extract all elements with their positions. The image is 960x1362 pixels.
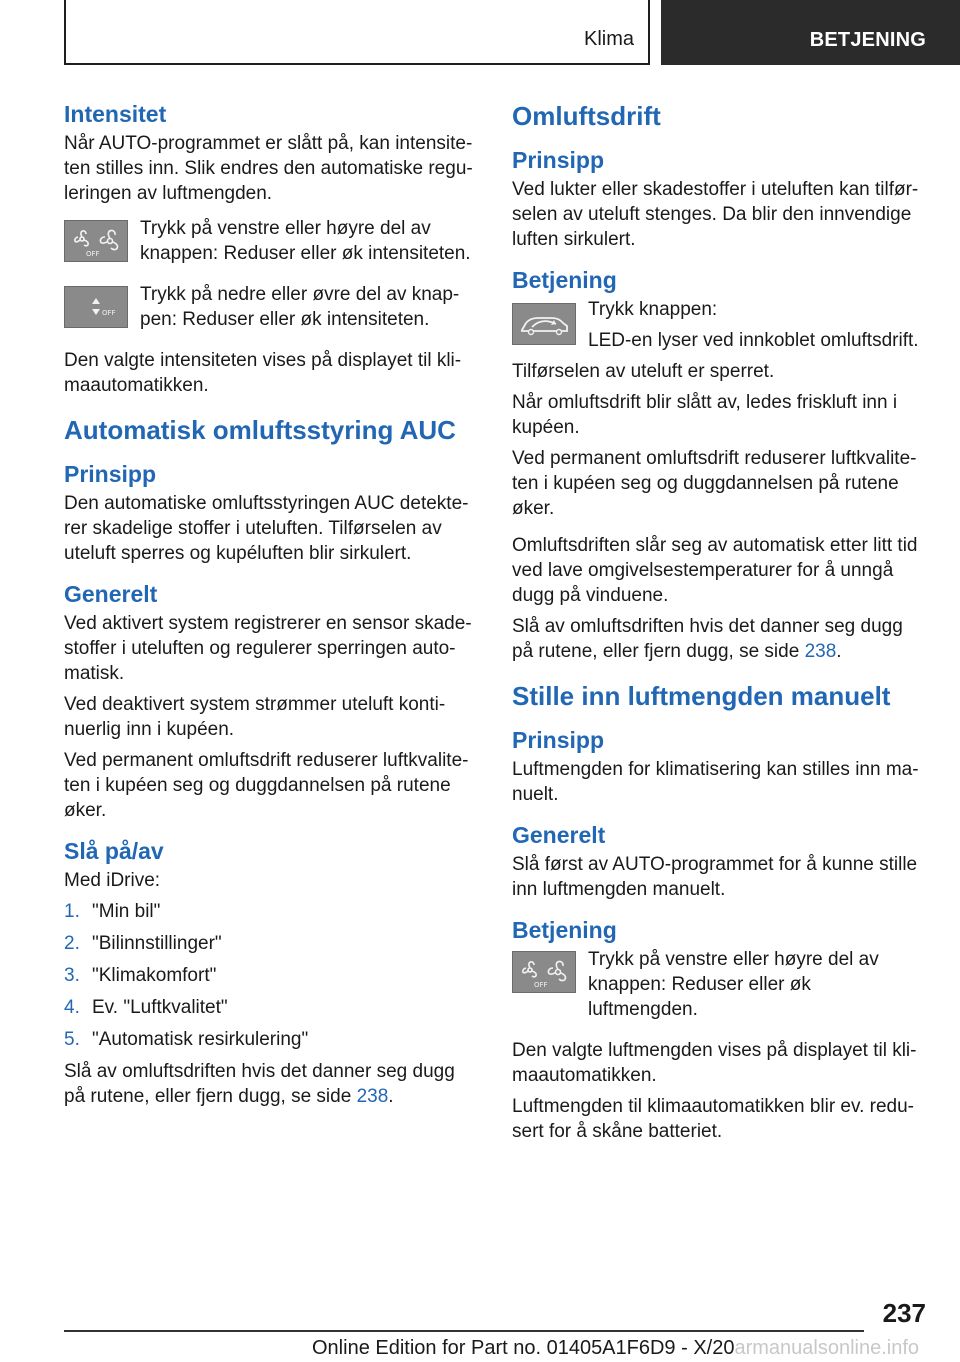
auc-outro	[64, 1059, 476, 1109]
header-chapter-box	[661, 0, 960, 65]
manuelt-generelt-heading: Generelt	[512, 822, 606, 848]
page-number: 237	[882, 1298, 926, 1328]
auc-prinsipp-text: Den automatiske omluftsstyringen AUC detekte-rer skadelige stoffer i uteluften. Tilførselen av uteluft sperres og kupéluften blir sirkulert.	[64, 493, 469, 564]
auc-generelt-p3: Ved permanent omluftsdrift reduserer luftkvalite-ten i kupéen seg og duggdannelsen på rutene øker.	[64, 750, 469, 821]
intensitet-step-updown	[64, 282, 476, 338]
omluft-p1: Tilførselen av uteluft er sperret.	[512, 361, 775, 382]
omluft-prinsipp-heading: Prinsipp	[512, 147, 605, 173]
footer-divider	[64, 1330, 864, 1332]
header-chapter-title: BETJENING	[809, 29, 926, 51]
intensitet-heading: Intensitet	[64, 101, 167, 127]
header-section-box	[64, 0, 650, 65]
step-number: 2.	[64, 933, 80, 954]
step-number: 3.	[64, 965, 80, 986]
left-column	[64, 100, 476, 1115]
manuelt-generelt-text: Slå først av AUTO-programmet for å kunne stille inn luftmengden manuelt.	[512, 854, 918, 900]
svg-text:OFF: OFF	[102, 309, 116, 317]
step-number: 5.	[64, 1029, 80, 1050]
fan-button-icon	[512, 951, 576, 993]
right-column	[512, 100, 924, 1150]
page-link-238[interactable]: 238	[804, 641, 837, 662]
recirculation-button-icon	[512, 303, 576, 345]
page-link-238[interactable]: 238	[356, 1086, 389, 1107]
manuelt-step-fan	[512, 947, 924, 1028]
manuelt-prinsipp-heading: Prinsipp	[512, 727, 605, 753]
auc-slaa-heading: Slå på/av	[64, 838, 164, 864]
footer-edition-text: Online Edition for Part no. 01405A1F6D9 - X/20	[312, 1337, 735, 1359]
auc-generelt-p2: Ved deaktivert system strømmer uteluft konti-nuerlig inn i kupéen.	[64, 694, 446, 740]
auc-generelt-heading: Generelt	[64, 581, 158, 607]
step-number: 1.	[64, 901, 80, 922]
list-item	[64, 963, 476, 988]
svg-text:OFF: OFF	[534, 981, 548, 989]
manuelt-heading: Stille inn luftmengden manuelt	[512, 681, 891, 711]
auc-generelt-p1: Ved aktivert system registrerer en sensor skade-stoffer i uteluften og regulerer sperringen auto-matisk.	[64, 613, 472, 684]
manuelt-betjening-heading: Betjening	[512, 917, 617, 943]
list-item	[64, 995, 476, 1020]
omluft-p3: Ved permanent omluftsdrift reduserer luftkvalite-ten i kupéen seg og duggdannelsen på rutene øker.	[512, 448, 917, 519]
omluft-led-text: LED-en lyser ved innkoblet omluftsdrift.	[588, 330, 919, 351]
omluft-heading: Omluftsdrift	[512, 101, 661, 131]
intensitet-step-updown-text: Trykk på nedre eller øvre del av knap-pen: Reduser eller øk intensiteten.	[140, 284, 460, 330]
step-number: 4.	[64, 997, 80, 1018]
svg-text:OFF: OFF	[86, 250, 100, 258]
list-item	[64, 931, 476, 956]
list-item	[64, 1027, 476, 1052]
step-text: Ev. "Luftkvalitet"	[92, 997, 228, 1018]
omluft-step-recirc	[512, 297, 924, 359]
omluft-p4: Omluftsdriften slår seg av automatisk etter litt tid ved lave omgivelsestemperaturer for å unngå dugg på vinduene.	[512, 535, 918, 606]
omluft-prinsipp-text: Ved lukter eller skadestoffer i uteluften kan tilfør-selen av uteluft stenges. Da blir den innvendige luften sirkulert.	[512, 179, 919, 250]
auc-heading: Automatisk omluftsstyring AUC	[64, 415, 456, 445]
intensitet-step-fan-text: Trykk på venstre eller høyre del av knappen: Reduser eller øk intensiteten.	[140, 218, 471, 264]
manuelt-p1: Den valgte luftmengden vises på displayet til kli-maautomatikken.	[512, 1040, 917, 1086]
omluft-betjening-heading: Betjening	[512, 267, 617, 293]
auc-prinsipp-heading: Prinsipp	[64, 461, 157, 487]
intensitet-step-fan	[64, 216, 476, 272]
omluft-press-text: Trykk knappen:	[588, 299, 718, 320]
up-down-arrow-button-icon	[64, 286, 128, 328]
intensitet-intro: Når AUTO-programmet er slått på, kan intensite-ten stilles inn. Slik endres den automatiske regu-leringen av luftmengden.	[64, 133, 473, 204]
omluft-p5-text: Slå av omluftsdriften hvis det danner seg dugg på rutene, eller fjern dugg, se side	[512, 616, 903, 662]
footer-edition	[312, 1337, 919, 1360]
omluft-p5	[512, 614, 924, 664]
list-item	[64, 899, 476, 924]
intensitet-note: Den valgte intensiteten vises på displayet til kli-maautomatikken.	[64, 350, 462, 396]
manuelt-p2: Luftmengden til klimaautomatikken blir ev. redu-sert for å skåne batteriet.	[512, 1096, 915, 1142]
omluft-p5-end: .	[836, 641, 842, 662]
auc-steps-list	[64, 899, 476, 1052]
omluft-p2: Når omluftsdrift blir slått av, ledes friskluft inn i kupéen.	[512, 392, 898, 438]
manuelt-step-text: Trykk på venstre eller høyre del av knappen: Reduser eller øk luftmengden.	[588, 949, 879, 1020]
auc-outro-text: Slå av omluftsdriften hvis det danner seg dugg på rutene, eller fjern dugg, se side	[64, 1061, 455, 1107]
step-text: "Min bil"	[92, 901, 161, 922]
step-text: "Bilinnstillinger"	[92, 933, 222, 954]
manuelt-prinsipp-text: Luftmengden for klimatisering kan stilles inn ma-nuelt.	[512, 759, 919, 805]
header-section-title: Klima	[583, 28, 634, 50]
fan-button-icon	[64, 220, 128, 262]
footer-watermark: armanualsonline.info	[734, 1337, 920, 1359]
auc-slaa-intro: Med iDrive:	[64, 870, 161, 891]
auc-outro-end: .	[388, 1086, 394, 1107]
step-text: "Automatisk resirkulering"	[92, 1029, 309, 1050]
step-text: "Klimakomfort"	[92, 965, 217, 986]
